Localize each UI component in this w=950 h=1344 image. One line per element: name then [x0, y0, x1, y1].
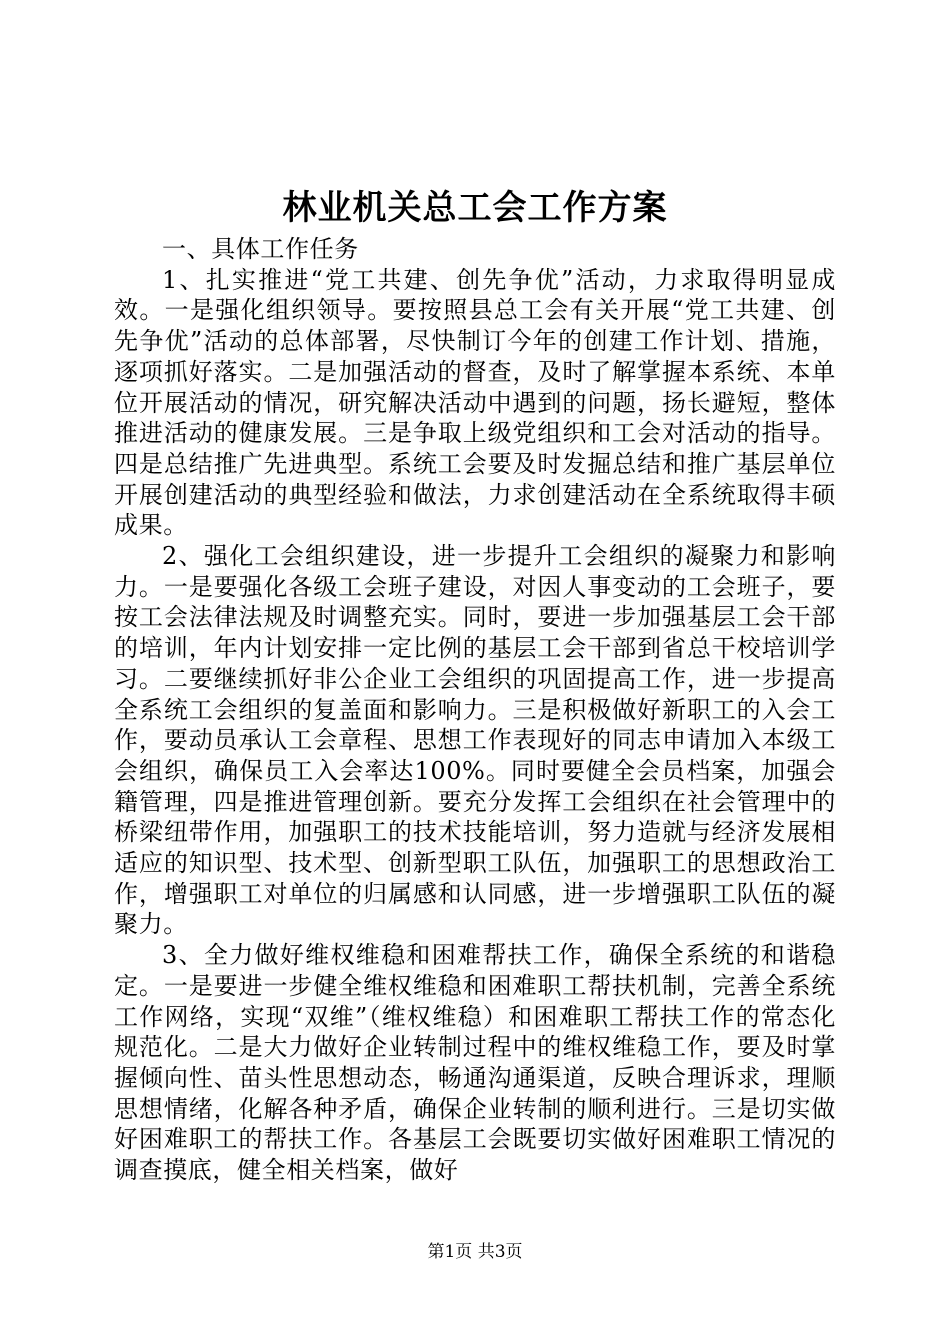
document-body — [114, 234, 836, 1186]
section-heading: 一、具体工作任务 — [162, 235, 359, 263]
document-title: 林业机关总工会工作方案 — [282, 188, 668, 228]
page-number-footer: 第1页 共3页 — [427, 1242, 523, 1262]
paragraph-1: 1、扎实推进“党工共建、创先争优”活动，力求取得明显成效。一是强化组织领导。要按照县总工会有关开展“党工共建、创先争优”活动的总体部署，尽快制订今年的创建工作计划、措施，逐项抓好落实。二是加强活动的督查，及时了解掌握本系统、本单位开展活动的情况，研究解决活动中遇到的问题，扬长避短，整体推进活动的健康发展。三是争取上级党组织和工会对活动的指导。四是总结推广先进典型。系统工会要及时发掘总结和推广基层单位开展创建活动的典型经验和做法，力求创建活动在全系统取得丰硕成果。 — [114, 265, 836, 540]
paragraph-2: 2、强化工会组织建设，进一步提升工会组织的凝聚力和影响力。一是要强化各级工会班子建设，对因人事变动的工会班子，要按工会法律法规及时调整充实。同时，要进一步加强基层工会干部的培训，年内计划安排一定比例的基层工会干部到省总干校培训学习。二要继续抓好非公企业工会组织的巩固提高工作，进一步提高全系统工会组织的复盖面和影响力。三是积极做好新职工的入会工作，要动员承认工会章程、思想工作表现好的同志申请加入本级工会组织，确保员工入会率达100%。同时要健全会员档案，加强会籍管理，四是推进管理创新。要充分发挥工会组织在社会管理中的桥梁纽带作用，加强职工的技术技能培训，努力造就与经济发展相适应的知识型、技术型、创新型职工队伍，加强职工的思想政治工作，增强职工对单位的归属感和认同感，进一步增强职工队伍的凝聚力。 — [114, 542, 836, 939]
paragraph-3: 3、全力做好维权维稳和困难帮扶工作，确保全系统的和谐稳定。一是要进一步健全维权维稳和困难职工帮扶机制，完善全系统工作网络，实现“双维”（维权维稳）和困难职工帮扶工作的常态化规范化。二是大力做好企业转制过程中的维权维稳工作，要及时掌握倾向性、苗头性思想动态，畅通沟通渠道，反映合理诉求，理顺思想情绪，化解各种矛盾，确保企业转制的顺利进行。三是切实做好困难职工的帮扶工作。各基层工会既要切实做好困难职工情况的调查摸底，健全相关档案，做好 — [114, 941, 836, 1185]
